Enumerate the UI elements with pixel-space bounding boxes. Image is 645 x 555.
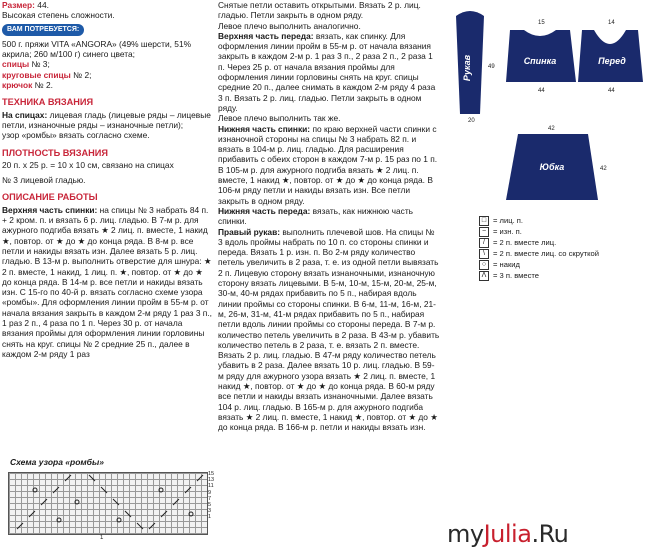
technique-text: На спицах: лицевая гладь (лицевые ряды – лицевые петли, изнаночные ряды – изнаночные петли); <box>2 109 211 130</box>
svg-text:44: 44 <box>608 88 615 94</box>
purl-icon: − <box>479 227 489 237</box>
back-lower-text: Нижняя часть спинки: по краю верхней части спинки с изнаночной стороны на спицы № 3 набрать 82 п. и вязать в 104-м р. лиц. гладью. Для расширения прибавить с обеих сторон в каждом 7-м р. 15 раз по 1 п. <box>218 123 438 165</box>
legend-item: − = изн. п. <box>479 226 599 237</box>
legend-item: ○ = накид <box>479 259 599 270</box>
svg-text:42: 42 <box>548 126 555 132</box>
legend-item: \ = 2 п. вместе лиц. со скруткой <box>479 248 599 259</box>
svg-text:42: 42 <box>600 166 607 172</box>
column-middle <box>218 0 440 432</box>
legend-item: □ = лиц. п. <box>479 215 599 226</box>
needles-line: спицы № 3; <box>2 59 50 70</box>
svg-text:49: 49 <box>488 64 495 70</box>
pattern-symbols <box>9 473 207 534</box>
front-label: Перед <box>598 56 626 66</box>
para-2: Левое плечо выполнить аналогично. <box>218 20 361 31</box>
k3tog-icon: Λ <box>479 271 489 281</box>
work-heading: ОПИСАНИЕ РАБОТЫ <box>2 192 98 203</box>
sleeve-text: Правый рукав: выполнить плечевой шов. На спицы № 3 вдоль проймы набрать по 10 п. со стороны спинки и переда. Вязать 1 р. изн. п. Во 2-м ряду количество петель увеличить в 2 раза, т. е. из одной петли вывязать 2 п. Лицевую сторону вязать изнаночными, изнаночную сторону вязать лицевыми. В 5-м, 10-м, 15-м, 20-м, 25-м, 30-м, 40-м рядах прибавить по 5 п., набирая вдоль линии проймы со стороны спинки. В 6-м, 11-м, 16-м, 21-м, 26-м, 31-м, 41-м рядах прибавить по 5 п., набирая петли вдоль линии проймы со стороны переда. В 7-м р. количество петель увеличить в 2 раза. В 43-м р. убавить количество петель в 2 раза, т. е. вязать 2 п. вместе. Вязать 2 р. лиц. гладью. В 47-м ряду количество петель убавить в 2 раза. Далее вязать 10 р. лиц. гладью. В 59-м ряду для ажурного узора вязать ★ 2 лиц. п. вместе, 1 накид ★, повтор. от ★ до ★ до конца ряда. В 60-м ряду все петли и накиды вязать изнаночными. Далее вязать 104 р. лиц. гладью. В 165-м р. для ажурного подгиба вязать ★ 2 лиц. п. вместе, 1 накид ★, повтор. от ★ до ★ до конца ряда. В 166-м р. петли и накиды вязать изн. <box>218 226 440 433</box>
size-line: Размер: 44. <box>2 0 49 10</box>
para-1: Снятые петли оставить открытыми. Вязать 2 р. лиц. гладью. Петли закрыть в одном ряду. <box>218 0 421 21</box>
hook-line: крючок № 2. <box>2 80 53 91</box>
back-label: Спинка <box>523 56 557 66</box>
knit-icon: □ <box>479 216 489 226</box>
para-3: Левое плечо выполнить так же. <box>218 113 341 124</box>
technique-text-2: узор «ромбы» вязать согласно схеме. <box>2 130 150 141</box>
legend-item: / = 2 п. вместе лиц. <box>479 237 599 248</box>
para-4: В 105-м р. для ажурного подгиба вязать ★ 2 лиц. п. вместе, 1 накид ★, повтор. от ★ до ★ до конца ряда. В 106-м ряду петли и накиды вязать изн. Все петли закрыть в одном ряду. <box>218 164 433 206</box>
work-text: Верхняя часть спинки: на спицы № 3 набрать 84 п. + 2 кром. п. и вязать 6 р. лиц. гладью. В 7-м р. для ажурного подгиба вязать ★ 2 лиц. п. вместе, 1 накид ★, повтор. от ★ до ★ до конца ряда. В 8-м р. все петли и накиды вязать изн. Далее вязать 5 р. лиц. гладью. В 13-м р. выполнить отверстие для шнура: ★ 2 п. вместе, 1 накид, 1 лиц. п. ★, повтор. от ★ до ★ до конца ряда. В 14-м р. все петли и накиды вязать изн. С 15-го по 40-й р. вязать согласно схеме узора «ромбы». Для оформления линии пройм в 55-м р. от начала вязания закрыть в каждом 2-м ряду 1 раз 3 п., 1 раз 2 п., 4 раза по 1 п. Через 30 р. от начала вязания проймы для оформления линии горловины снять на круг. спицы № 2 средние 25 п., далее в каждом 2-м ряду 1 раз <box>2 204 213 359</box>
yarn-over-icon: ○ <box>479 260 489 270</box>
sleeve-label: Рукав <box>462 54 472 82</box>
svg-text:15: 15 <box>538 20 545 26</box>
technique-heading: ТЕХНИКА ВЯЗАНИЯ <box>2 97 94 108</box>
svg-text:14: 14 <box>608 20 615 26</box>
density-text-2: № 3 лицевой гладью. <box>2 175 86 186</box>
svg-text:20: 20 <box>468 118 475 124</box>
pattern-grid <box>8 472 208 535</box>
needs-tag: ВАМ ПОТРЕБУЕТСЯ: <box>2 24 84 36</box>
front-lower-text: Нижняя часть переда: вязать, как нижнюю часть спинки. <box>218 205 414 227</box>
ssk-icon: \ <box>479 249 489 259</box>
circular-needles-line: круговые спицы № 2; <box>2 69 92 80</box>
column-left <box>2 0 212 359</box>
site-watermark: myJulia.Ru <box>447 520 569 548</box>
density-text: 20 п. х 25 р. = 10 х 10 см, связано на спицах <box>2 159 174 170</box>
legend-item: Λ = 3 п. вместе <box>479 270 599 281</box>
skirt-label: Юбка <box>539 162 565 172</box>
needs-text: 500 г. пряжи VITA «ANGORA» (49% шерсти, 51% акрила; 260 м/100 г) синего цвета; <box>2 38 192 60</box>
difficulty-line: Высокая степень сложности. <box>2 10 115 21</box>
pattern-row-numbers: 15 13 11 9 7 5 3 1 <box>208 471 215 521</box>
pattern-title: Схема узора «ромбы» <box>10 457 104 467</box>
density-heading: ПЛОТНОСТЬ ВЯЗАНИЯ <box>2 147 109 158</box>
front-upper-text: Верхняя часть переда: вязать, как спинку. Для оформления линии пройм в 55-м р. от начала вязания закрыть в каждом 2-м р. 1 раз 3 п., 2 раза 2 п., 2 раза 1 п. Через 25 р. от начала вязания проймы для оформления линии горловины снять на круг. спицы средние 20 п., далее снимать в каждом 2-м ряду 4 раза 3 п. Вязать 2 р. лиц. гладью. Петли закрыть в одном ряду. <box>218 30 436 113</box>
symbol-legend <box>479 215 599 281</box>
svg-text:44: 44 <box>538 88 545 94</box>
garment-schematics <box>440 2 645 207</box>
k2tog-icon: / <box>479 238 489 248</box>
